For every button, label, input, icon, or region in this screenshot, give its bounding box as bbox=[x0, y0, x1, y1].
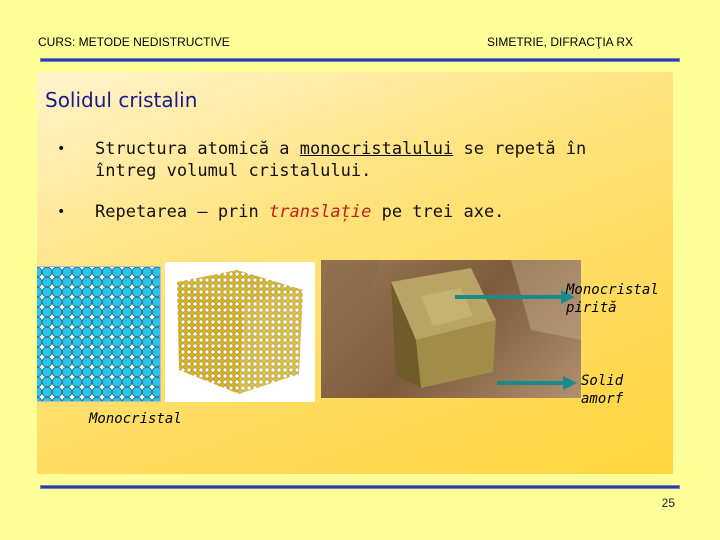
caption-line-1: Monocristal bbox=[566, 282, 659, 298]
caption-solid-amorf: Solid amorf bbox=[581, 373, 624, 407]
bullet-2-text bbox=[95, 201, 655, 223]
bullet-dot: • bbox=[57, 204, 66, 220]
atomic-lattice-image bbox=[37, 266, 161, 402]
slide-title: Solidul cristalin bbox=[45, 88, 198, 112]
bullet-dot: • bbox=[57, 141, 66, 157]
crystal-cube-svg bbox=[165, 262, 315, 402]
bullet-2-highlight: translație bbox=[269, 202, 372, 222]
bullet-1 bbox=[57, 138, 657, 182]
slide-panel bbox=[37, 72, 673, 474]
bottom-rule bbox=[40, 485, 680, 489]
bullet-1-text bbox=[95, 138, 655, 182]
bullet-1-underlined: monocristalului bbox=[299, 139, 454, 159]
arrow-to-pyrite bbox=[455, 290, 575, 304]
top-rule bbox=[40, 58, 680, 62]
bullet-2 bbox=[57, 201, 657, 223]
caption-line-2: pirită bbox=[566, 300, 617, 316]
bullet-2-part-a: Repetarea – prin bbox=[95, 202, 269, 222]
bullet-1-part-a: Structura atomică a bbox=[95, 139, 300, 159]
caption-monocristal-pirita bbox=[566, 281, 659, 317]
bullet-1-part-c: se repetă în întreg volumul cristalului. bbox=[95, 139, 587, 181]
crystal-cube-image bbox=[165, 262, 315, 402]
course-header: CURS: METODE NEDISTRUCTIVE bbox=[38, 35, 230, 49]
page-number: 25 bbox=[661, 496, 675, 510]
arrow-to-amorphous bbox=[497, 376, 577, 390]
topic-header: SIMETRIE, DIFRACŢIA RX bbox=[487, 35, 634, 49]
caption-monocristal: Monocristal bbox=[89, 411, 182, 427]
bullet-2-part-c: pe trei axe. bbox=[371, 202, 505, 222]
